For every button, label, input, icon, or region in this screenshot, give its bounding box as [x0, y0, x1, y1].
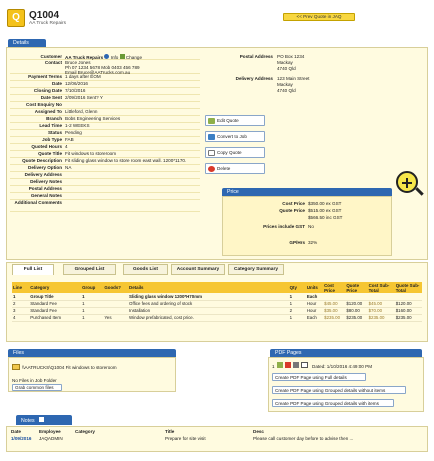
table-cell: 1	[12, 293, 29, 300]
copy-quote-button[interactable]	[205, 147, 265, 158]
create-pdf-grouped-with-button[interactable]: Create PDF Page using Grouped details with items	[272, 399, 394, 407]
delivery-line: 4740 Qld	[277, 88, 296, 93]
table-cell: Hour	[306, 300, 323, 307]
change-link[interactable]: Change	[125, 55, 143, 60]
tab-files[interactable]: Files	[8, 349, 176, 357]
detail-value	[65, 60, 200, 75]
lines-header[interactable]: Details	[128, 282, 289, 293]
table-cell: Yes	[103, 314, 128, 321]
table-cell: Hour	[306, 307, 323, 314]
lines-header[interactable]: Goods?	[103, 282, 128, 293]
table-cell	[368, 293, 395, 300]
cost-price-label: Cost Price	[282, 201, 305, 206]
tab-pdf-pages[interactable]: PDF Pages	[270, 349, 422, 357]
pdf-icon[interactable]	[285, 362, 291, 368]
table-cell	[103, 307, 128, 314]
detail-value: Fit sliding glass window to store room east wall. 1200*1170.	[65, 158, 187, 163]
notes-header: Category	[75, 429, 95, 434]
tab-category-summary[interactable]: Category Summary	[228, 264, 284, 275]
prices-gst-label: Prices include GST	[263, 224, 305, 229]
delete-button[interactable]	[205, 163, 265, 174]
prev-quote-button[interactable]: << Prev Quote in JAQ	[283, 13, 355, 21]
table-cell: $235.00	[395, 314, 422, 321]
table-cell	[345, 293, 367, 300]
table-cell: $70.00	[368, 307, 395, 314]
detail-label: Quote Title	[38, 151, 62, 156]
delivery-line: Mackay	[277, 82, 293, 87]
detail-label: Cost Enquiry No	[26, 102, 62, 107]
quote-price-value: $515.00 ex GST	[308, 208, 342, 213]
edit-quote-button[interactable]	[205, 115, 265, 126]
table-cell: Office fees and ordering of stock	[128, 300, 289, 307]
table-cell: Installation	[128, 307, 289, 314]
notes-header: Title	[165, 429, 175, 434]
table-cell: Standard Fee	[29, 300, 81, 307]
no-files-text: No Files in Job Folder	[12, 378, 57, 383]
detail-label: Additional Comments	[14, 200, 62, 205]
convert-label: Convert to Job	[217, 134, 247, 139]
table-cell: 1	[289, 300, 306, 307]
table-cell	[323, 293, 345, 300]
table-cell	[395, 293, 422, 300]
contact-name: Bruce Jones	[65, 60, 91, 65]
lines-header[interactable]: Cost Price	[323, 282, 345, 293]
detail-value: 1-2 WEEKS	[65, 123, 90, 128]
convert-to-job-button[interactable]	[205, 131, 265, 142]
detail-value: Bobs Engineering Services	[65, 116, 121, 121]
notes-header: Desc	[253, 429, 264, 434]
detail-label: Payment Terms	[28, 74, 62, 79]
tab-goods-list[interactable]: Goods List	[123, 264, 168, 275]
info-link[interactable]: Info	[110, 55, 119, 60]
notes-header: Date	[11, 429, 21, 434]
lines-table	[12, 282, 422, 322]
folder-icon	[12, 364, 20, 370]
detail-label: Closing Date	[33, 88, 62, 93]
table-cell: 1	[81, 300, 103, 307]
delivery-line: 123 Main Street	[277, 76, 310, 81]
postal-address-label: Postal Address	[239, 54, 273, 59]
detail-label: Delivery Notes	[30, 179, 62, 184]
table-cell: $45.00	[323, 300, 345, 307]
email-icon[interactable]	[301, 362, 308, 368]
table-cell: 2	[12, 300, 29, 307]
table-cell	[103, 300, 128, 307]
lines-header[interactable]: Qty	[289, 282, 306, 293]
table-cell: $45.00	[368, 300, 395, 307]
table-cell: 3	[12, 307, 29, 314]
detail-value: FAB	[65, 137, 74, 142]
edit-quote-label: Edit Quote	[217, 118, 239, 123]
note-title: Prepare for site visit	[165, 436, 206, 441]
pdf-number: 1	[272, 364, 275, 369]
detail-label: Job Type	[42, 137, 62, 142]
tab-details[interactable]: Details	[8, 39, 46, 47]
detail-label: Delivery Option	[28, 165, 62, 170]
table-cell: $235.00	[323, 314, 345, 321]
lines-header[interactable]: Quote Price	[345, 282, 367, 293]
detail-label: Quoted Hours	[31, 144, 62, 149]
detail-value: 12/06/2016	[65, 81, 88, 86]
lines-header[interactable]: Quote Sub-Total	[395, 282, 422, 293]
note-category	[74, 435, 164, 442]
pdf-dated: Dated: 1/10/2016 4:49:00 PM	[312, 364, 373, 369]
notes-header: Employee	[39, 429, 61, 434]
detail-value: NA	[65, 165, 72, 170]
detail-label: Date	[52, 81, 62, 86]
cost-price-value: $350.00 ex GST	[308, 201, 342, 206]
quote-code: Q1004	[29, 10, 60, 21]
detail-label: Branch	[46, 116, 62, 121]
detail-label: Status	[47, 130, 62, 135]
quote-price-inc-value: $566.50 inc GST	[308, 215, 343, 220]
table-cell: 1	[289, 314, 306, 321]
quote-icon: Q	[7, 9, 25, 27]
table-cell	[103, 293, 128, 300]
detail-value: 7/10/2016	[65, 88, 86, 93]
table-cell: Purchased Item	[29, 314, 81, 321]
table-cell: Standard Fee	[29, 307, 81, 314]
table-cell: $120.00	[345, 300, 367, 307]
note-desc: Please call customer day before to advise then ...	[253, 436, 354, 441]
tab-notes[interactable]	[16, 415, 72, 425]
zoom-in-icon[interactable]	[396, 171, 418, 193]
detail-label: Lead Time	[39, 123, 62, 128]
print-icon[interactable]	[293, 362, 299, 368]
table-cell: 4	[12, 314, 29, 321]
contact-phone: Ph 07 1234 5678 Mob 0403 456 789	[65, 65, 140, 70]
edit-icon[interactable]	[277, 362, 283, 368]
detail-label: Date Sent	[40, 95, 62, 100]
table-row[interactable]	[12, 314, 422, 321]
lines-header[interactable]: Line	[12, 282, 29, 293]
table-cell: 1	[81, 314, 103, 321]
table-cell: $80.00	[345, 307, 367, 314]
page-header	[4, 4, 430, 34]
lines-header[interactable]: Group	[81, 282, 103, 293]
postal-line: 4740 Qld	[277, 66, 296, 71]
table-cell: 1	[81, 307, 103, 314]
quote-company: AA Truck Repairs	[29, 21, 67, 26]
tab-price[interactable]: Price	[222, 188, 392, 196]
create-pdf-full-button[interactable]: Create PDF Page using Full details	[272, 373, 366, 381]
note-employee: JAQADMIN	[39, 436, 63, 441]
table-cell: $235.00	[368, 314, 395, 321]
table-cell: 1	[81, 293, 103, 300]
detail-value: 2/09/2016 Sent? Y	[65, 95, 103, 100]
table-cell: $160.00	[395, 307, 422, 314]
lines-header[interactable]: Category	[29, 282, 81, 293]
table-cell: Each	[306, 293, 323, 300]
detail-value: 1 days after EOM	[65, 74, 101, 79]
detail-value: Fit windows to storeroom	[65, 151, 117, 156]
table-cell: $120.00	[395, 300, 422, 307]
copy-quote-label: Copy Quote	[217, 150, 242, 155]
gp-value: 32%	[308, 240, 318, 245]
detail-value: Pending	[65, 130, 82, 135]
detail-label: Quote Description	[22, 158, 62, 163]
detail-label: Contact	[44, 60, 62, 65]
table-cell: $235.00	[345, 314, 367, 321]
table-row[interactable]	[12, 293, 422, 300]
info-icon[interactable]	[104, 54, 109, 59]
detail-value: 4	[65, 144, 68, 149]
table-cell: Window prefabricated, cost price.	[128, 314, 289, 321]
note-date-link[interactable]: 1/09/2016	[11, 436, 32, 441]
add-note-icon[interactable]	[39, 417, 44, 422]
lines-header[interactable]: Cost Sub-Total	[368, 282, 395, 293]
delivery-address-label: Delivery Address	[235, 76, 273, 81]
gp-label: GP/Hrs	[289, 240, 305, 245]
table-cell: Each	[306, 314, 323, 321]
notes-label: Notes	[21, 418, 35, 424]
detail-label: General Notes	[30, 193, 62, 198]
table-cell: Group Title	[29, 293, 81, 300]
customer-name[interactable]: AA Truck Repairs	[65, 55, 104, 60]
contact-email[interactable]: Email Bruce@AATrucks.com.au	[65, 70, 131, 75]
grab-common-files-button[interactable]: Grab common files	[12, 384, 62, 391]
detail-label: Assigned To	[34, 109, 62, 114]
prices-gst-value: No	[308, 224, 314, 229]
notes-table	[10, 428, 424, 442]
tab-full-list[interactable]: Full List	[12, 264, 54, 275]
files-path[interactable]: \\AATRUCKS\Q1004 Fit windows to storeroom	[22, 365, 117, 370]
edit-icon	[208, 118, 215, 124]
convert-icon	[208, 134, 215, 140]
copy-icon	[208, 150, 215, 156]
detail-label: Customer	[40, 54, 62, 59]
table-cell: 2	[289, 307, 306, 314]
postal-address	[277, 54, 304, 72]
lines-header[interactable]: Units	[306, 282, 323, 293]
delete-label: Delete	[217, 166, 231, 171]
delete-icon	[208, 166, 215, 172]
table-cell: 1	[289, 293, 306, 300]
postal-line: Mackay	[277, 60, 293, 65]
tab-account-summary[interactable]: Account Summary	[171, 264, 225, 275]
create-pdf-grouped-without-button[interactable]: Create PDF Page using Grouped details without items	[272, 386, 406, 394]
table-cell: Sliding glass window 1200*H70mm	[128, 293, 289, 300]
quote-price-label: Quote Price	[279, 208, 305, 213]
table-row[interactable]	[12, 307, 422, 314]
postal-line: PO Box 1234	[277, 54, 305, 59]
detail-value: Littleford, Glenn	[65, 109, 98, 114]
detail-label: Delivery Address	[24, 172, 62, 177]
detail-label: Postal Address	[28, 186, 62, 191]
table-cell: $35.00	[323, 307, 345, 314]
table-row[interactable]	[12, 300, 422, 307]
tab-grouped-list[interactable]: Grouped List	[63, 264, 116, 275]
change-icon[interactable]	[120, 54, 125, 59]
row-divider	[10, 211, 200, 212]
delivery-address	[277, 76, 309, 94]
